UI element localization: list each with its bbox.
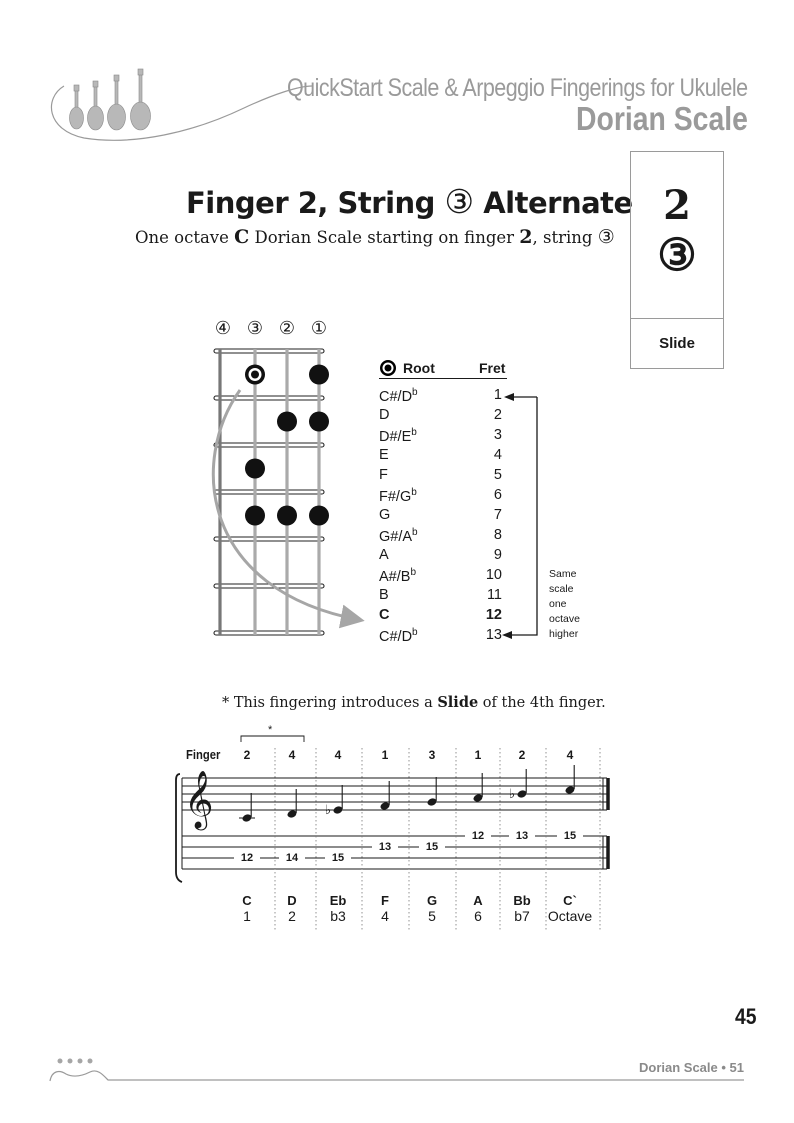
octave-note-line: scale (549, 583, 574, 595)
title-prefix: Finger 2, String (186, 186, 435, 220)
note-name: C (379, 607, 390, 623)
string-label-2: ② (278, 318, 296, 339)
tab-number: 13 (372, 842, 398, 853)
root-marker (245, 365, 265, 385)
note-name: B (379, 587, 389, 603)
fret-number: 4 (493, 447, 502, 463)
note-name-label: Eb (329, 893, 347, 908)
tab-number: 13 (509, 831, 535, 842)
footnote-bold: Slide (437, 694, 479, 711)
title-suffix: Alternate (483, 186, 633, 220)
string-label-3: ③ (246, 318, 264, 339)
subtitle-text: Dorian Scale starting on finger (249, 228, 520, 247)
page-number: 45 (734, 1004, 756, 1029)
note-name-label: Bb (513, 893, 531, 908)
root-header: Root (403, 360, 435, 376)
fret-line (214, 349, 324, 353)
treble-clef-icon: 𝄞 (184, 770, 214, 828)
fret-number: 3 (493, 427, 502, 443)
fret-number: 11 (486, 587, 502, 603)
scale-degree: 2 (288, 908, 296, 924)
finger-number: 2 (243, 748, 251, 762)
finger-number: 4 (566, 748, 574, 762)
note-name: $D\#/E^b$ (379, 427, 417, 445)
note-name: $G\#/A^b$ (379, 527, 418, 545)
fret-number: 9 (493, 547, 502, 563)
note-name: $C\#/D^b$ (379, 627, 418, 645)
note-name: $C\#/D^b$ (379, 387, 418, 405)
note-name: A (379, 547, 389, 563)
fret-number: 6 (493, 487, 502, 503)
octave-note-line: one (549, 598, 567, 610)
footnote-text: * This fingering introduces a (222, 695, 438, 711)
subtitle (135, 226, 615, 248)
fingering-dot (245, 506, 265, 526)
chapter-title: Dorian Scale (576, 100, 748, 137)
summary-technique: Slide (659, 335, 695, 352)
slide-marker: * (268, 724, 273, 736)
note-name: $F\#/G^b$ (379, 487, 417, 505)
footnote (222, 694, 606, 711)
fret-number: 5 (493, 467, 502, 483)
subtitle-text: , string (532, 228, 598, 247)
note-head (473, 773, 484, 803)
finger-number: 2 (518, 748, 526, 762)
note-name-label: D (287, 893, 297, 908)
fingering-dot (277, 506, 297, 526)
tab-number: 12 (465, 831, 491, 842)
fret-number: 8 (493, 527, 502, 543)
fingering-dot (277, 412, 297, 432)
fingering-dot (309, 365, 329, 385)
scale-degree: Octave (547, 908, 593, 924)
summary-divider (631, 318, 723, 319)
fret-header: Fret (479, 360, 506, 376)
scale-degree: 5 (428, 908, 436, 924)
string-label-1: ① (310, 318, 328, 339)
note-name: $A\#/B^b$ (379, 567, 416, 585)
note-name-label: G (426, 893, 438, 908)
finger-number: 3 (428, 748, 436, 762)
scale-degree: 6 (474, 908, 482, 924)
book-title: QuickStart Scale & Arpeggio Fingerings for Ukulele (287, 74, 748, 102)
fret-number: 10 (485, 567, 502, 583)
octave-note-line: Same (549, 568, 577, 580)
fret-line (214, 631, 324, 635)
fingering-dot (309, 506, 329, 526)
note-head (287, 789, 298, 819)
header-underline (379, 378, 507, 379)
fret-number: 13 (485, 627, 502, 643)
scale-degree: 1 (243, 908, 251, 924)
note-head (239, 793, 255, 823)
flat-icon: ♭ (509, 787, 516, 802)
tab-number: 15 (557, 831, 583, 842)
summary-finger: 2 (663, 182, 691, 229)
footer-running-text: Dorian Scale • 51 (639, 1060, 744, 1075)
tab-number: 15 (419, 842, 445, 853)
note-name-label: C` (563, 893, 577, 908)
tab-number: 15 (325, 853, 351, 864)
title-string-symbol: ③ (444, 182, 474, 221)
note-name: F (379, 467, 388, 483)
note-head (427, 777, 438, 807)
note-head (380, 781, 391, 811)
octave-note-line: higher (549, 628, 579, 640)
scale-degree: b3 (330, 908, 346, 924)
fret-number: 7 (493, 507, 502, 523)
summary-string: ③ (657, 230, 697, 281)
finger-number: 1 (474, 748, 482, 762)
note-head (565, 765, 576, 795)
subtitle-text: One octave (135, 228, 235, 247)
fretboard-diagram (200, 340, 380, 645)
finger-number: 4 (288, 748, 296, 762)
finger-number: 1 (381, 748, 389, 762)
note-name-label: F (381, 893, 389, 908)
note-name: D (379, 407, 390, 423)
flat-icon: ♭ (325, 803, 332, 818)
finger-number: 4 (334, 748, 342, 762)
page-title (186, 182, 633, 221)
note-name: G (379, 507, 391, 523)
string-label-4: ④ (214, 318, 232, 339)
fret-number: 1 (493, 387, 502, 403)
octave-bracket (490, 390, 550, 650)
octave-note (549, 567, 609, 642)
fret-number: 12 (485, 607, 502, 623)
tab-number: 12 (234, 853, 260, 864)
octave-note-line: octave (549, 613, 580, 625)
scale-degree: b7 (514, 908, 530, 924)
subtitle-finger: 2 (519, 226, 533, 248)
tab-number: 14 (279, 853, 305, 864)
finger-label: Finger (186, 748, 221, 762)
note-name: E (379, 447, 389, 463)
note-head (509, 769, 527, 802)
fret-number: 2 (493, 407, 502, 423)
subtitle-string: ③ (597, 226, 615, 248)
root-icon (379, 359, 397, 377)
subtitle-key: C (234, 226, 250, 248)
fingering-dot (309, 412, 329, 432)
ukulele-logo-icon (44, 68, 314, 148)
fret-line (214, 443, 324, 447)
footnote-text: of the 4th finger. (478, 695, 606, 711)
fret-line (214, 490, 324, 494)
fret-line (214, 396, 324, 400)
fingering-summary-box (630, 151, 724, 369)
note-name-label: A (473, 893, 483, 908)
scale-degree: 4 (381, 908, 389, 924)
fingering-dot (245, 459, 265, 479)
note-head (325, 785, 343, 818)
note-name-label: C (242, 893, 252, 908)
